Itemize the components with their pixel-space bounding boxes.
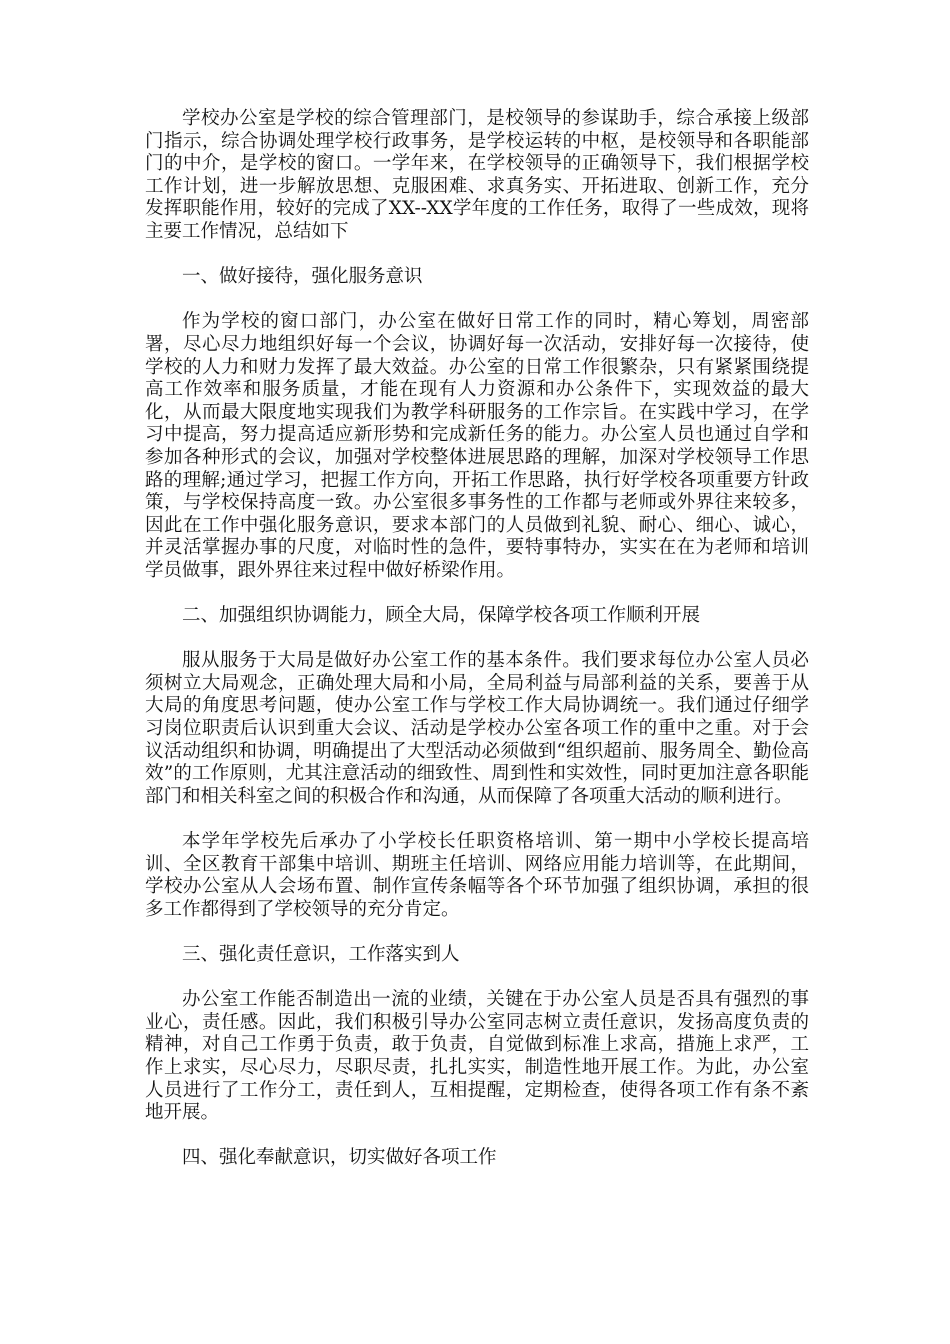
- section-heading-3: 三、强化责任意识，工作落实到人: [182, 943, 460, 965]
- section-2-paragraph-1: 服从服务于大局是做好办公室工作的基本条件。我们要求每位办公室人员必须树立大局观念，正确处理大局和小局，全局利益与局部利益的关系，要善于从大局的角度思考问题，使办公室工作与学校工作大局协调统一。我们通过仔细学习岗位职责后认识到重大会议、活动是学校办公室各项工作的重中之重。对于会议活动组织和协调，明确提出了大型活动必须做到“组织超前、服务周全、勤俭高效”的工作原则，尤其注意活动的细致性、周到性和实效性，同时更加注意各职能部门和相关科室之间的积极合作和沟通，从而保障了各项重大活动的顺利进行。: [145, 650, 809, 807]
- section-1-paragraph: 作为学校的窗口部门，办公室在做好日常工作的同时，精心筹划，周密部署，尽心尽力地组织好每一个会议，协调好每一次活动，安排好每一次接待，使学校的人力和财力发挥了最大效益。办公室的日常工作很繁杂，只有紧紧围绕提高工作效率和服务质量，才能在现有人力资源和办公条件下，实现效益的最大化，从而最大限度地实现我们为教学科研服务的工作宗旨。在实践中学习，在学习中提高，努力提高适应新形势和完成新任务的能力。办公室人员也通过自学和参加各种形式的会议，加强对学校整体进展思路的理解，加深对学校领导工作思路的理解;通过学习，把握工作方向，开拓工作思路，执行好学校各项重要方针政策，与学校保持高度一致。办公室很多事务性的工作都与老师或外界往来较多，因此在工作中强化服务意识，要求本部门的人员做到礼貌、耐心、细心、诚心，并灵活掌握办事的尺度，对临时性的急件，要特事特办，实实在在为老师和培训学员做事，跟外界往来过程中做好桥梁作用。: [145, 311, 809, 581]
- section-heading-2: 二、加强组织协调能力，顾全大局，保障学校各项工作顺利开展: [182, 605, 701, 627]
- section-heading-1: 一、做好接待，强化服务意识: [182, 266, 423, 288]
- intro-paragraph: 学校办公室是学校的综合管理部门，是校领导的参谋助手，综合承接上级部门指示，综合协调处理学校行政事务，是学校运转的中枢，是校领导和各职能部门的中介，是学校的窗口。一学年来，在学校领导的正确领导下，我们根据学校工作计划，进一步解放思想、克服困难、求真务实、开拓进取、创新工作，充分发挥职能作用，较好的完成了XX--XX学年度的工作任务，取得了一些成效，现将主要工作情况，总结如下: [145, 108, 809, 242]
- section-2-paragraph-2: 本学年学校先后承办了小学校长任职资格培训、第一期中小学校长提高培训、全区教育干部集中培训、期班主任培训、网络应用能力培训等，在此期间，学校办公室从人会场布置、制作宣传条幅等各个环节加强了组织协调，承担的很多工作都得到了学校领导的充分肯定。: [145, 831, 809, 920]
- section-heading-4: 四、强化奉献意识，切实做好各项工作: [182, 1147, 497, 1169]
- document-body: [145, 108, 809, 1193]
- section-3-paragraph: 办公室工作能否制造出一流的业绩，关键在于办公室人员是否具有强烈的事业心，责任感。因此，我们积极引导办公室同志树立责任意识，发扬高度负责的精神，对自己工作勇于负责，敢于负责，自觉做到标准上求高，措施上求严，工作上求实，尽心尽力，尽职尽责，扎扎实实，制造性地开展工作。为此，办公室人员进行了工作分工，责任到人，互相提醒，定期检查，使得各项工作有条不紊地开展。: [145, 989, 809, 1124]
